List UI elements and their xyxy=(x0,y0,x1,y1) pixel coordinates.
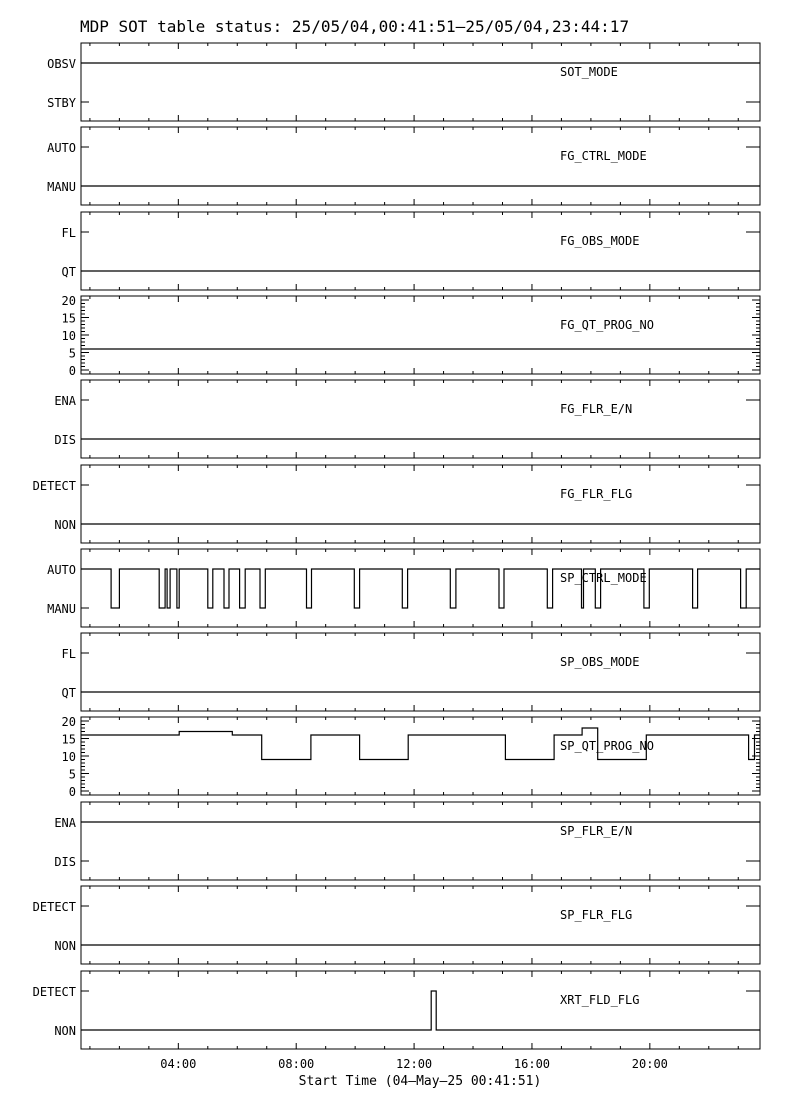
panel-frame xyxy=(81,296,760,374)
y-tick-label: 20 xyxy=(61,715,76,729)
series-line xyxy=(81,728,760,760)
y-tick-label: 0 xyxy=(68,785,76,799)
y-tick-label: AUTO xyxy=(47,141,76,155)
panel-label: FG_CTRL_MODE xyxy=(560,149,647,163)
panel-frame xyxy=(81,717,760,795)
panel-label: FG_FLR_FLG xyxy=(560,487,633,501)
panel-label: SP_QT_PROG_NO xyxy=(560,739,654,753)
panel-frame xyxy=(81,43,760,121)
panel-label: SP_FLR_FLG xyxy=(560,908,633,922)
y-tick-label: FL xyxy=(61,226,76,240)
y-tick-label: FL xyxy=(61,647,76,661)
panel-label: FG_OBS_MODE xyxy=(560,234,640,248)
panel-sp-obs-mode xyxy=(62,633,760,711)
y-tick-label: QT xyxy=(61,686,76,700)
x-axis-label: Start Time (04–May–25 00:41:51) xyxy=(298,1074,542,1089)
y-tick-label: ENA xyxy=(54,394,76,408)
y-tick-label: DIS xyxy=(54,855,76,869)
panel-frame xyxy=(81,633,760,711)
y-tick-label: 15 xyxy=(61,311,76,326)
panel-label: SP_CTRL_MODE xyxy=(560,571,647,585)
chart-title: MDP SOT table status: 25/05/04,00:41:51–25/05/04,23:44:17 xyxy=(80,17,630,36)
y-tick-label: 20 xyxy=(61,294,76,308)
y-tick-label: 5 xyxy=(68,346,76,361)
y-tick-label: DETECT xyxy=(32,985,76,999)
y-tick-label: QT xyxy=(61,265,76,279)
y-tick-label: NON xyxy=(54,939,76,953)
panel-xrt-fld-flg xyxy=(33,971,760,1049)
x-tick-label: 20:00 xyxy=(631,1057,668,1071)
y-tick-label: DETECT xyxy=(32,900,76,914)
panel-fg-flr-flg xyxy=(33,465,760,543)
y-tick-label: OBSV xyxy=(47,57,76,71)
panel-frame xyxy=(81,549,760,627)
panel-fg-obs-mode xyxy=(62,212,760,290)
y-tick-label: ENA xyxy=(54,816,76,830)
y-tick-label: 15 xyxy=(61,732,76,747)
y-tick-label: 10 xyxy=(61,750,76,764)
y-tick-label: 0 xyxy=(68,364,76,378)
panel-fg-qt-prog-no xyxy=(62,294,760,378)
y-tick-label: STBY xyxy=(47,96,76,110)
panel-label: SP_FLR_E/N xyxy=(560,824,633,838)
panel-frame xyxy=(81,886,760,964)
panel-fg-ctrl-mode xyxy=(47,127,760,205)
panel-label: SOT_MODE xyxy=(560,65,618,79)
x-tick-label: 08:00 xyxy=(278,1057,315,1071)
x-axis xyxy=(160,1057,668,1071)
panel-sot-mode xyxy=(47,43,760,121)
x-tick-label: 16:00 xyxy=(513,1057,551,1071)
panel-frame xyxy=(81,212,760,290)
panels xyxy=(33,43,760,1049)
y-tick-label: DIS xyxy=(54,433,76,447)
series-line xyxy=(81,991,760,1030)
panel-frame xyxy=(81,802,760,880)
panel-frame xyxy=(81,380,760,458)
y-tick-label: DETECT xyxy=(32,479,76,493)
y-tick-label: MANU xyxy=(47,602,76,616)
y-tick-label: 5 xyxy=(68,767,76,782)
y-tick-label: AUTO xyxy=(47,563,76,577)
panel-label: XRT_FLD_FLG xyxy=(560,993,640,1007)
panel-frame xyxy=(81,127,760,205)
panel-frame xyxy=(81,465,760,543)
y-tick-label: NON xyxy=(54,1024,76,1038)
panel-sp-qt-prog-no xyxy=(62,715,760,799)
y-tick-label: MANU xyxy=(47,180,76,194)
panel-sp-flr-flg xyxy=(33,886,760,964)
y-tick-label: NON xyxy=(54,518,76,532)
panel-fg-flr-e-n xyxy=(54,380,760,458)
y-tick-label: 10 xyxy=(61,329,76,343)
x-tick-label: 12:00 xyxy=(396,1057,433,1071)
panel-label: FG_QT_PROG_NO xyxy=(560,318,654,332)
x-tick-label: 04:00 xyxy=(160,1057,197,1071)
series-line xyxy=(81,569,760,608)
panel-sp-ctrl-mode xyxy=(47,549,760,627)
panel-label: SP_OBS_MODE xyxy=(560,655,640,669)
panel-label: FG_FLR_E/N xyxy=(560,402,633,416)
panel-frame xyxy=(81,971,760,1049)
panel-sp-flr-e-n xyxy=(54,802,760,880)
